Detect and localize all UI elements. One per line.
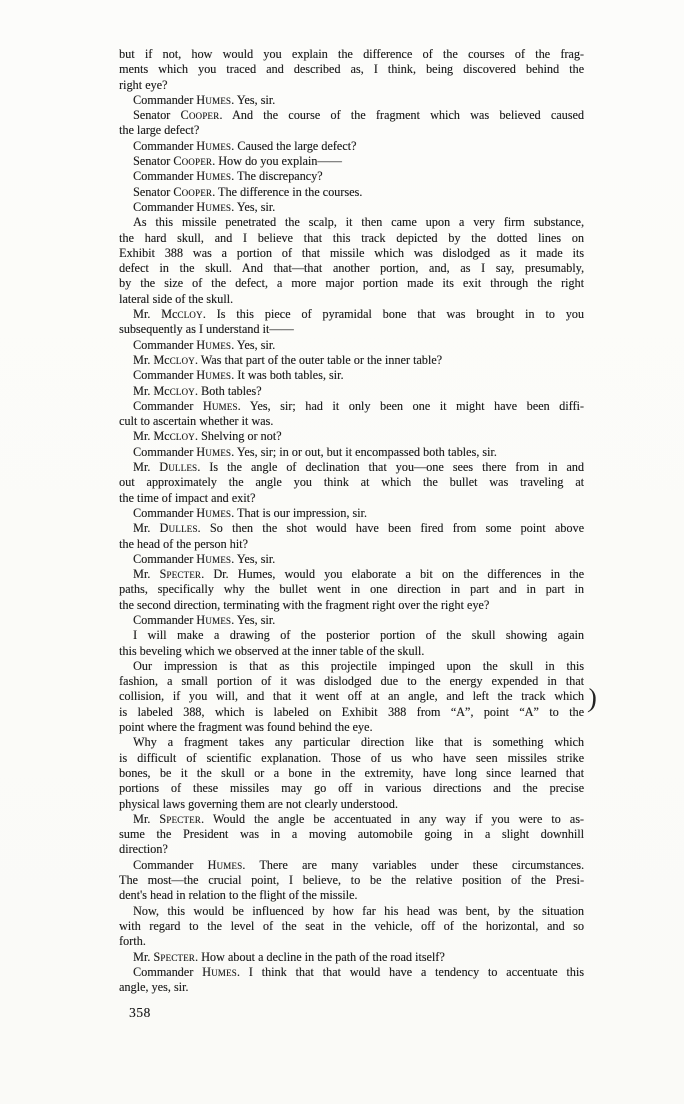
- speaker-name: Humes: [202, 398, 238, 413]
- text-line: Commander Humes. Yes, sir.: [133, 612, 276, 627]
- text-line: the hard skull, and I believe that this track depicted by the dotted lines on: [119, 230, 584, 245]
- text-line: Mr. Specter. How about a decline in the path of the road itself?: [133, 949, 445, 964]
- speaker-name: Dulles: [159, 521, 198, 536]
- text-line: Commander Humes. Yes, sir.: [133, 337, 276, 352]
- text-line: Mr. Dulles. So then the shot would have been fired from some point above: [133, 521, 584, 536]
- speaker-name: Cooper: [173, 154, 213, 169]
- text-line: I will make a drawing of the posterior portion of the skull showing again: [133, 628, 584, 643]
- text-line: Mr. Mccloy. Shelving or not?: [133, 429, 282, 444]
- text-line: physical laws governing them are not clearly understood.: [119, 796, 398, 811]
- text-line: out approximately the angle you think at which the bullet was traveling at: [119, 475, 584, 490]
- text-line: sume the President was in a moving automobile going in a slight downhill: [119, 827, 584, 842]
- text-line: Commander Humes. Yes, sir.: [133, 92, 276, 107]
- text-line: point where the fragment was found behind the eye.: [119, 720, 373, 735]
- text-line: Now, this would be influenced by how far his head was bent, by the situation: [133, 903, 584, 918]
- text-line: Mr. Mccloy. Both tables?: [133, 383, 262, 398]
- text-line: Mr. Specter. Would the angle be accentuated in any way if you were to as-: [133, 811, 584, 826]
- text-line: the head of the person hit?: [119, 536, 248, 551]
- text-line: Our impression is that as this projectile impinged upon the skull in this: [133, 658, 584, 673]
- text-block: [119, 47, 584, 995]
- speaker-name: Specter: [159, 811, 201, 826]
- text-line: Mr. Dulles. Is the angle of declination that you—one sees there from in and: [133, 460, 584, 475]
- text-line: the large defect?: [119, 123, 200, 138]
- speaker-name: Specter: [159, 567, 202, 582]
- text-line: Commander Humes. Yes, sir; had it only been one it might have been diffi-: [133, 398, 584, 413]
- text-line: with regard to the level of the seat in the vehicle, off of the horizontal, and so: [119, 918, 584, 933]
- text-line: bones, be it the skull or a bone in the extremity, have long since learned that: [119, 765, 584, 780]
- text-line: Commander Humes. Yes, sir.: [133, 199, 276, 214]
- text-line: cult to ascertain whether it was.: [119, 414, 274, 429]
- text-line: forth.: [119, 934, 146, 949]
- text-line: fashion, a small portion of it was dislodged due to the energy expended in that: [119, 674, 584, 689]
- speaker-name: Humes: [196, 612, 232, 627]
- text-line: Why a fragment takes any particular direction like that is something which: [133, 735, 584, 750]
- text-line: Senator Cooper. And the course of the fragment which was believed caused: [133, 108, 584, 123]
- text-line: right eye?: [119, 77, 168, 92]
- text-line: the second direction, terminating with the fragment right over the right eye?: [119, 597, 490, 612]
- stray-ink-mark: ): [586, 682, 599, 714]
- text-line: portions of these missiles may go off in various directions and the precise: [119, 781, 584, 796]
- speaker-name: Cooper: [173, 184, 213, 199]
- text-line: Mr. Specter. Dr. Humes, would you elaborate a bit on the differences in the: [133, 567, 584, 582]
- text-line: defect in the skull. And that—that another portion, and, as I say, presumably,: [119, 261, 584, 276]
- speaker-name: Humes: [196, 92, 232, 107]
- speaker-name: cloy: [169, 383, 195, 398]
- text-line: this beveling which we observed at the inner table of the skull.: [119, 643, 425, 658]
- text-line: Senator Cooper. The difference in the courses.: [133, 184, 363, 199]
- text-line: Commander Humes. Yes, sir.: [133, 551, 276, 566]
- speaker-name: Humes: [196, 368, 232, 383]
- text-line: collision, if you will, and that it went off at an angle, and left the track which: [119, 689, 584, 704]
- speaker-name: Humes: [196, 337, 232, 352]
- text-line: lateral side of the skull.: [119, 291, 234, 306]
- speaker-name: Humes: [202, 964, 237, 979]
- text-line: subsequently as I understand it——: [119, 322, 294, 337]
- text-line: Senator Cooper. How do you explain——: [133, 154, 342, 169]
- speaker-name: Cooper: [180, 108, 220, 123]
- speaker-name: Dulles: [159, 460, 198, 475]
- text-line: Commander Humes. Yes, sir; in or out, but it encompassed both tables, sir.: [133, 444, 497, 459]
- text-line: angle, yes, sir.: [119, 980, 189, 995]
- speaker-name: cloy: [169, 352, 195, 367]
- text-line: the time of impact and exit?: [119, 490, 256, 505]
- speaker-name: Humes: [196, 505, 232, 520]
- speaker-name: Humes: [207, 857, 243, 872]
- speaker-name: Humes: [196, 169, 232, 184]
- text-line: As this missile penetrated the scalp, it then came upon a very firm substance,: [133, 215, 584, 230]
- text-line: Mr. Mccloy. Was that part of the outer table or the inner table?: [133, 352, 443, 367]
- text-line: Exhibit 388 was a portion of that missile which was dislodged as it made its: [119, 245, 584, 260]
- text-line: by the size of the defect, a more major portion made its exit through the right: [119, 276, 584, 291]
- text-line: but if not, how would you explain the difference of the courses of the frag-: [119, 47, 584, 61]
- speaker-name: cloy: [177, 307, 203, 322]
- text-line: Commander Humes. Caused the large defect?: [133, 138, 357, 153]
- text-line: paths, specifically why the bullet went in one direction in part and in part in: [119, 582, 584, 597]
- text-line: is labeled 388, which is labeled on Exhibit 388 from “A”, point “A” to the: [119, 704, 584, 719]
- speaker-name: Humes: [196, 138, 232, 153]
- text-line: The most—the crucial point, I believe, to be the relative position of the Presi-: [119, 873, 584, 888]
- text-line: Commander Humes. I think that that would have a tendency to accentuate this: [133, 964, 584, 979]
- speaker-name: Humes: [196, 444, 232, 459]
- speaker-name: Humes: [196, 551, 232, 566]
- text-line: Commander Humes. That is our impression, sir.: [133, 505, 367, 520]
- text-line: Commander Humes. There are many variables under these circumstances.: [133, 857, 584, 872]
- text-line: dent's head in relation to the flight of the missile.: [119, 888, 358, 903]
- text-line: Mr. Mccloy. Is this piece of pyramidal bone that was brought in to you: [133, 307, 584, 322]
- speaker-name: cloy: [169, 429, 195, 444]
- text-line: ments which you traced and described as, I think, being discovered behind the: [119, 62, 584, 77]
- text-line: direction?: [119, 842, 168, 857]
- speaker-name: Humes: [196, 199, 232, 214]
- page-number: 358: [129, 1005, 151, 1020]
- text-line: Commander Humes. The discrepancy?: [133, 169, 323, 184]
- text-line: is difficult of scientific explanation. Those of us who have seen missiles strike: [119, 750, 584, 765]
- speaker-name: Specter: [153, 949, 196, 964]
- text-line: Commander Humes. It was both tables, sir.: [133, 368, 344, 383]
